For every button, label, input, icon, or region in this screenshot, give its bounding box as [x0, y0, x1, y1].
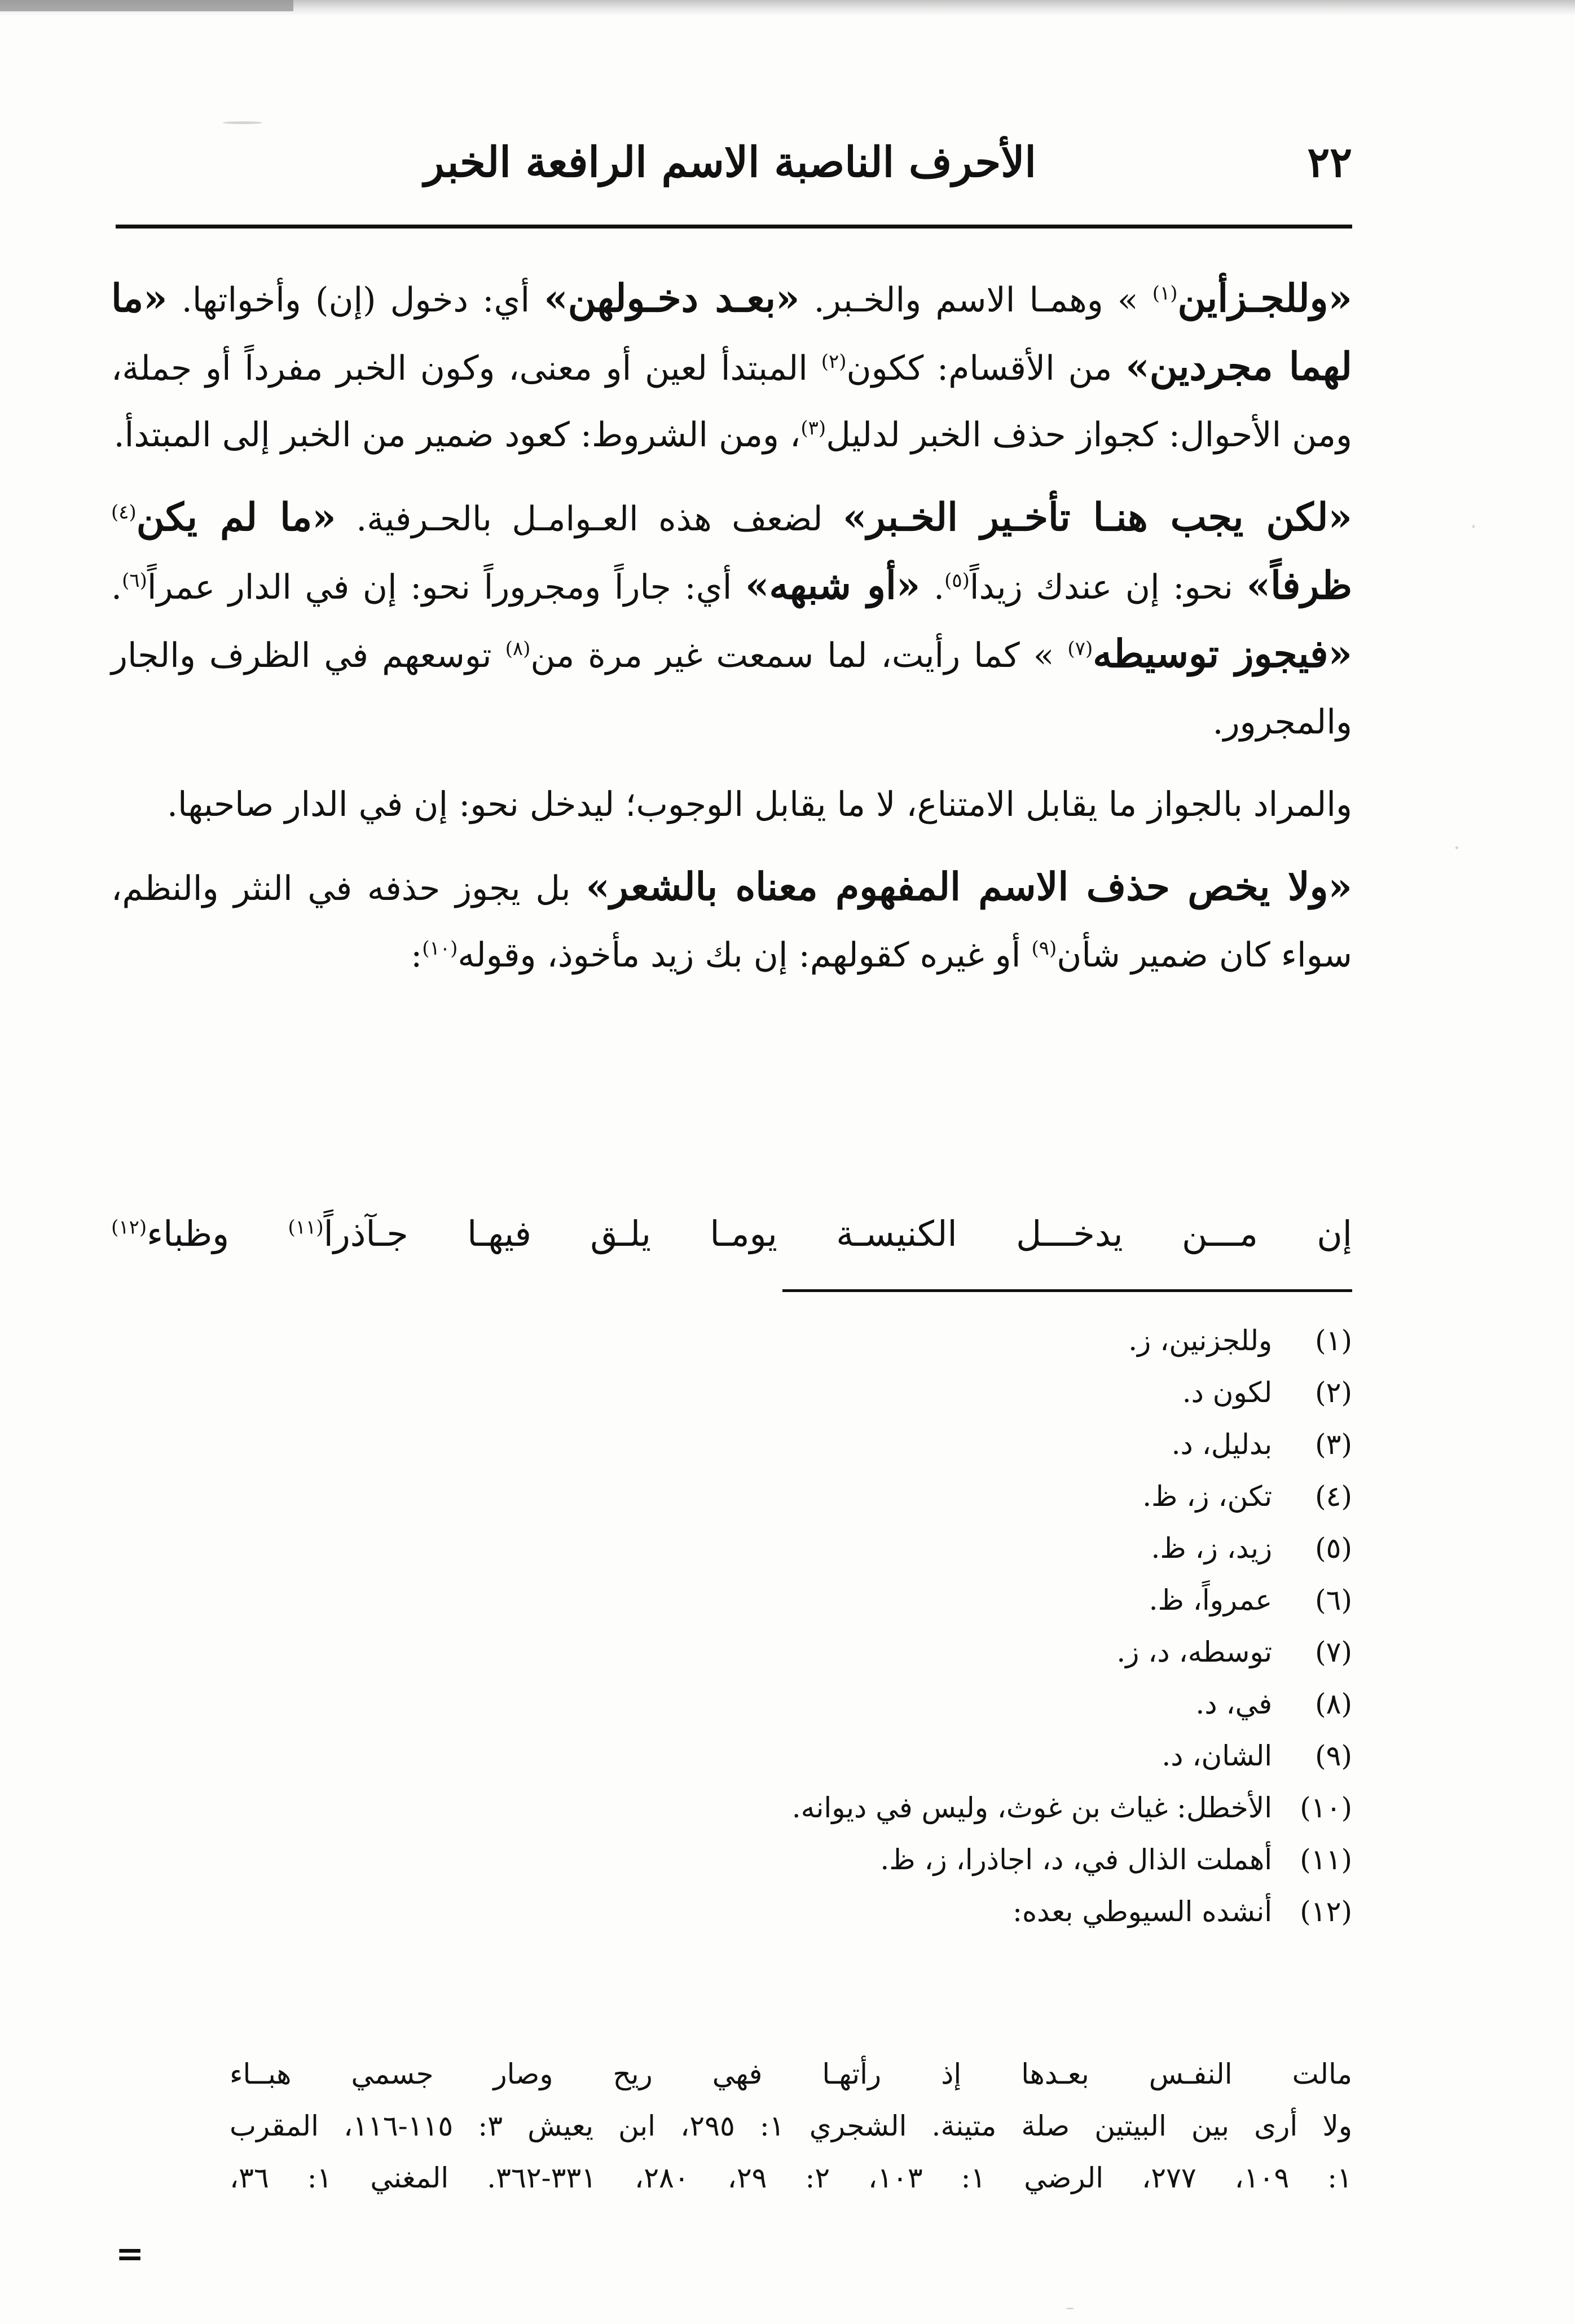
footnote-text: لكون د. [1182, 1376, 1273, 1409]
commentary-text: بل يجوز حذفه في النثر والنظم، سواء كان ضمير شأن [111, 869, 1352, 975]
footnote-number: (٩) [1315, 1739, 1352, 1772]
matn-text: «ما لهما مجردين» [111, 276, 1353, 389]
verse-word [1016, 1213, 1123, 1254]
footnote-text: وللجزنين، ز. [1128, 1324, 1273, 1357]
verse-line [111, 1213, 1352, 1254]
footnote [224, 1315, 1352, 1367]
commentary-text: . [920, 568, 945, 607]
verse-word-text: جـآذراً [323, 1213, 408, 1254]
footnote-verse-word: النفـس [1149, 2058, 1233, 2090]
footnote [224, 1470, 1352, 1522]
page-header [224, 133, 1352, 217]
scan-speck [1455, 846, 1458, 849]
footnote-text: الأخطل: غياث بن غوث، وليس في ديوانه. [791, 1791, 1273, 1824]
footnote [224, 1782, 1352, 1834]
commentary-text: » كما رأيت، لما سمعت غير مرة من [530, 636, 1068, 675]
footnote-number: (٤) [1315, 1480, 1352, 1513]
footnote-ref: (١٠) [422, 937, 458, 960]
verse-word [111, 1213, 229, 1254]
verse-word-text: مـــن [1182, 1213, 1258, 1254]
footnotes-list [224, 1315, 1352, 1938]
commentary-text: ، ومن الشروط: كعود ضمير من الخبر إلى المبتدأ. [113, 415, 801, 455]
footnote-number: (١) [1315, 1324, 1352, 1357]
verse-word-text: يومـا [710, 1213, 777, 1254]
scan-speck [223, 121, 262, 124]
verse-word-text: وظباء [147, 1213, 230, 1254]
footnote-text: عمرواً، ظ. [1149, 1584, 1273, 1616]
footnote-verse-word: وصار [493, 2058, 553, 2090]
running-title: الأحرف الناصبة الاسم الرافعة الخبر [424, 138, 1036, 187]
commentary-text: والمراد بالجواز ما يقابل الامتناع، لا ما يقابل الوجوب؛ ليدخل نحو: إن في الدار صاحبها. [166, 785, 1352, 824]
main-text [111, 265, 1352, 1004]
footnote-ref: (٣) [800, 417, 826, 440]
verse-word-text: يلـق [590, 1213, 652, 1254]
footnote-ref: (٨) [505, 638, 531, 660]
verse-word [1182, 1213, 1258, 1254]
footnote-ref: (٩) [1031, 937, 1057, 960]
footnote-ref: (١٢) [111, 1216, 147, 1239]
footnote-number: (٧) [1315, 1636, 1352, 1668]
scan-speck [1472, 525, 1475, 528]
verse-word-text: الكنيسـة [836, 1213, 957, 1254]
footnote-number: (١١) [1300, 1843, 1352, 1876]
commentary-text: أي: جاراً ومجروراً نحو: إن في الدار عمراً [147, 568, 746, 607]
footnote-number: (٢) [1315, 1376, 1352, 1409]
footnote-ref: (٦) [122, 569, 147, 592]
footnote-ref: (٢) [821, 350, 847, 373]
matn-text: «ما لم يكن [136, 495, 336, 540]
verse-word-text: فيهـا [467, 1213, 532, 1254]
scan-shadow-corner [0, 0, 293, 11]
footnote [224, 1418, 1352, 1470]
footnote-text: الشان، د. [1162, 1739, 1273, 1772]
commentary-text: » وهمـا الاسم والخـبر. [799, 280, 1152, 320]
commentary-text: أو غيره كقولهم: إن بك زيد مأخوذ، وقوله [457, 935, 1032, 975]
commentary-text: : [411, 935, 423, 975]
commentary-text: المبتدأ لعين أو معنى، وكون الخبر مفرداً أو جملة، ومن الأحوال: كجواز حذف الخبر لدليل [111, 349, 1352, 455]
footnote-continuation [111, 2048, 1352, 2204]
footnote-ref: (١) [1152, 282, 1178, 305]
footnote-verse-word: بعـدها [1021, 2058, 1089, 2090]
commentary-text: نحو: إن عندك زيداً [969, 568, 1247, 607]
footnote-verse-word: فهي [712, 2058, 763, 2090]
footnote-text: أهملت الذال في، د، اجاذرا، ز، ظ. [880, 1843, 1273, 1876]
footnote-text: أنشده السيوطي بعده: [1013, 1895, 1273, 1928]
matn-text: ظرفاً» [1246, 563, 1352, 608]
footnote-number: (١٢) [1300, 1895, 1352, 1928]
matn-text: «فيجوز توسيطه [1093, 631, 1352, 676]
footnote-verse-word: ريح [613, 2058, 653, 2090]
footnote [224, 1574, 1352, 1626]
scan-speck [1066, 2308, 1074, 2309]
paragraph [111, 484, 1352, 755]
verse-word [836, 1213, 957, 1254]
matn-text: «ولا يخص حذف الاسم المفهوم معناه بالشعر» [586, 864, 1352, 910]
footnote-text: تكن، ز، ظ. [1142, 1480, 1273, 1513]
footnote-number: (٥) [1315, 1532, 1352, 1565]
footnote-number: (١٠) [1300, 1791, 1352, 1824]
footnote-ref: (٤) [111, 501, 137, 524]
footnote-number: (٣) [1315, 1428, 1352, 1461]
verse-word [710, 1213, 777, 1254]
footnote-number: (٨) [1315, 1688, 1352, 1720]
footnote-line: ١: ١٠٩، ٢٧٧، الرضي ١: ١٠٣، ٢: ٢٩، ٢٨٠، ٣٣١-٣٦٢. المغني ١: ٣٦، [230, 2162, 1352, 2194]
footnote-ref: (٥) [944, 569, 970, 592]
footnote-line: ولا أرى بين البيتين صلة متينة. الشجري ١: ٢٩٥، ابن يعيش ٣: ١١٥-١١٦، المقرب [230, 2110, 1353, 2142]
footnote [224, 1522, 1352, 1574]
paragraph [111, 771, 1352, 838]
verse-word [288, 1213, 408, 1254]
header-rule [116, 225, 1352, 229]
page-number: ٢٢ [1307, 138, 1352, 187]
footnote [224, 1678, 1352, 1730]
footnote [224, 1834, 1352, 1886]
footnote-verse-word: إذ [941, 2058, 962, 2090]
paragraph [111, 265, 1352, 468]
paragraph [111, 854, 1352, 989]
footnote [224, 1626, 1352, 1678]
commentary-text: أي: دخول (إن) وأخواتها. [167, 280, 544, 320]
commentary-text: . [111, 568, 122, 607]
footnote-text: زيد، ز، ظ. [1151, 1532, 1273, 1565]
verse-word-text: يدخـــل [1016, 1213, 1123, 1254]
matn-text: «وللجـزأين [1177, 276, 1352, 321]
verse-word-text: إن [1317, 1213, 1352, 1254]
verse-word [467, 1213, 531, 1254]
footnote-ref: (١١) [288, 1216, 324, 1239]
footnote-ref: (٧) [1067, 638, 1093, 660]
footnote-separator-rule [782, 1289, 1352, 1292]
footnote-verse-word: مالت [1292, 2058, 1352, 2090]
continuation-mark: = [116, 2234, 144, 2274]
footnote [224, 1730, 1352, 1782]
footnote-verse [230, 2048, 1352, 2100]
footnote [224, 1886, 1352, 1938]
footnote-verse-word: جسمي [351, 2058, 434, 2090]
footnote-text: في، د. [1195, 1688, 1273, 1720]
verse-word [590, 1213, 651, 1254]
verse-word [1317, 1213, 1352, 1254]
matn-text: «لكن يجب هنـا تأخـير الخـبر» [843, 495, 1352, 540]
commentary-text: لضعف هذه العـوامـل بالحـرفية. [336, 499, 843, 539]
commentary-text: من الأقسام: ككون [846, 349, 1126, 388]
footnote-verse-word: رأتهـا [822, 2058, 882, 2090]
commentary-text: توسعهم في الظرف والجار والمجرور. [111, 636, 1352, 742]
footnote-number: (٦) [1315, 1584, 1352, 1616]
footnote-text: توسطه، د، ز. [1116, 1636, 1273, 1668]
footnote [224, 1367, 1352, 1418]
matn-text: «أو شبهه» [745, 563, 921, 608]
footnote-verse-word: هبــاء [230, 2058, 292, 2090]
matn-text: «بعـد دخـولهن» [544, 276, 800, 321]
verse-block [111, 1213, 1352, 1298]
footnote-text: بدليل، د. [1171, 1428, 1273, 1461]
